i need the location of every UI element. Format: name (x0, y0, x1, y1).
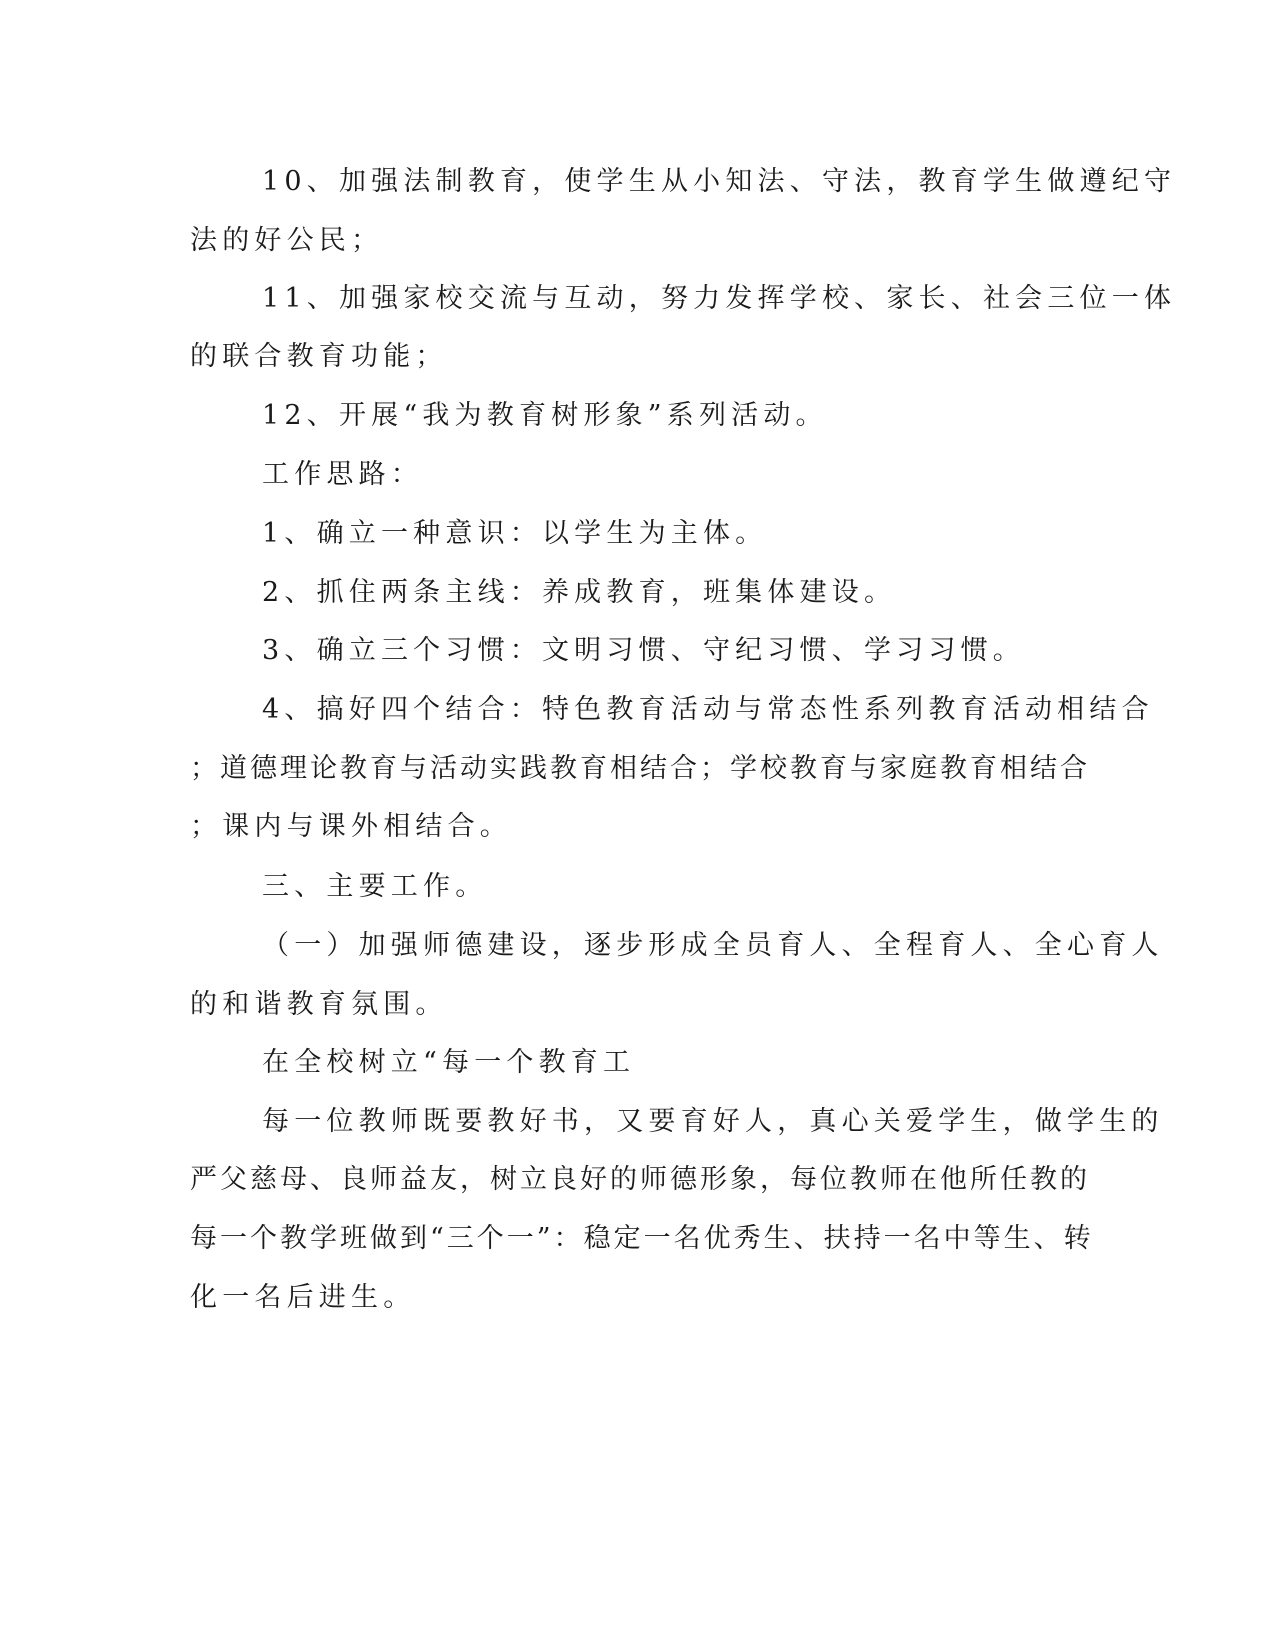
text-line: 严父慈母、良师益友，树立良好的师德形象，每位教师在他所任教的 (190, 1164, 1090, 1195)
text-line: 4、搞好四个结合：特色教育活动与常态性系列教育活动相结合 (262, 694, 1154, 725)
text-line: 每一位教师既要教好书，又要育好人，真心关爱学生，做学生的 (262, 1106, 1164, 1137)
text-line: 12、开展“我为教育树形象”系列活动。 (262, 400, 828, 431)
text-line: 化一名后进生。 (190, 1282, 416, 1313)
text-line: 3、确立三个习惯：文明习惯、守纪习惯、学习习惯。 (262, 635, 1025, 666)
text-line: 10、加强法制教育，使学生从小知法、守法，教育学生做遵纪守 (262, 166, 1177, 197)
text-line: （一）加强师德建设，逐步形成全员育人、全程育人、全心育人 (262, 930, 1164, 961)
text-line: 每一个教学班做到“三个一”：稳定一名优秀生、扶持一名中等生、转 (190, 1223, 1094, 1254)
text-line: 11、加强家校交流与互动，努力发挥学校、家长、社会三位一体 (262, 283, 1177, 314)
text-line: 的和谐教育氛围。 (190, 989, 448, 1020)
text-line: ；道德理论教育与活动实践教育相结合；学校教育与家庭教育相结合 (190, 753, 1090, 784)
text-line: 在全校树立“每一个教育工 (262, 1047, 636, 1078)
text-line: 2、抓住两条主线：养成教育，班集体建设。 (262, 577, 897, 608)
text-line: ；课内与课外相结合。 (190, 811, 512, 842)
text-line: 三、主要工作。 (262, 871, 488, 902)
text-line: 1、确立一种意识：以学生为主体。 (262, 518, 768, 549)
text-line: 法的好公民； (190, 225, 384, 256)
text-line: 的联合教育功能； (190, 341, 448, 372)
text-line: 工作思路： (262, 459, 423, 490)
